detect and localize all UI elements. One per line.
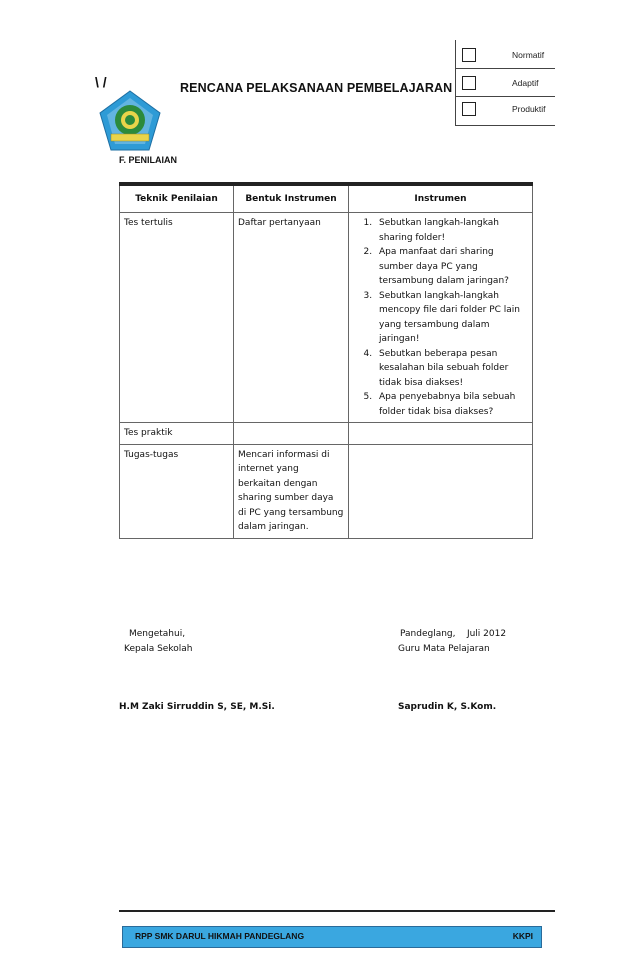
cell-bentuk: Mencari informasi di internet yang berkaitan dengan sharing sumber daya di PC yang tersambung dalam jaringan. xyxy=(234,444,349,538)
cell-bentuk: Daftar pertanyaan xyxy=(234,213,349,423)
list-item: 3. Sebutkan langkah-langkah mencopy file dari folder PC lain yang tersambung dalam jaringan! xyxy=(375,289,528,347)
list-item: 2. Apa manfaat dari sharing sumber daya PC yang tersambung dalam jaringan? xyxy=(375,245,528,289)
cell-instrumen xyxy=(349,444,533,538)
list-item: 5. Apa penyebabnya bila sebuah folder tidak bisa diakses? xyxy=(375,390,528,419)
cell-teknik: Tugas-tugas xyxy=(120,444,234,538)
column-header-teknik: Teknik Penilaian xyxy=(120,186,234,213)
table-row xyxy=(120,213,533,423)
sig-left-line1: Mengetahui, xyxy=(129,629,186,639)
corner-mark: \ / xyxy=(95,74,107,90)
footer-bar xyxy=(122,926,542,948)
header-rule xyxy=(455,125,555,126)
table-row xyxy=(120,423,533,445)
column-header-instrumen: Instrumen xyxy=(349,186,533,213)
cell-instrumen xyxy=(349,213,533,423)
list-item: 1. Sebutkan langkah-langkah sharing folder! xyxy=(375,216,528,245)
cell-teknik: Tes tertulis xyxy=(120,213,234,423)
list-item: 4. Sebutkan beberapa pesan kesalahan bila sebuah folder tidak bisa diakses! xyxy=(375,347,528,391)
footer-school: RPP SMK DARUL HIKMAH PANDEGLANG xyxy=(135,931,305,941)
cell-bentuk xyxy=(234,423,349,445)
sig-left-name: H.M Zaki Sirruddin S, SE, M.Si. xyxy=(119,702,275,712)
cell-teknik: Tes praktik xyxy=(120,423,234,445)
footer-rule xyxy=(119,910,555,912)
document-title: RENCANA PELAKSANAAN PEMBELAJARAN xyxy=(180,81,453,95)
checkbox-normatif[interactable] xyxy=(462,48,476,62)
header-rule xyxy=(455,96,555,97)
section-title: F. PENILAIAN xyxy=(119,155,178,165)
table-header-row xyxy=(120,186,533,213)
sig-right-line2: Guru Mata Pelajaran xyxy=(398,644,490,654)
checkbox-produktif[interactable] xyxy=(462,102,476,116)
checkbox-label-produktif: Produktif xyxy=(512,104,546,114)
question-list xyxy=(353,216,528,419)
column-header-bentuk: Bentuk Instrumen xyxy=(234,186,349,213)
header-rule xyxy=(455,68,555,69)
checkbox-adaptif[interactable] xyxy=(462,76,476,90)
sig-left-line2: Kepala Sekolah xyxy=(124,644,193,654)
header-divider xyxy=(455,40,456,126)
sig-right-line1: Pandeglang, Juli 2012 xyxy=(400,629,507,639)
checkbox-label-adaptif: Adaptif xyxy=(512,78,539,88)
checkbox-label-normatif: Normatif xyxy=(512,50,545,60)
school-logo-icon xyxy=(99,90,161,152)
cell-instrumen xyxy=(349,423,533,445)
sig-right-name: Saprudin K, S.Kom. xyxy=(398,702,497,712)
assessment-table xyxy=(119,186,533,539)
table-row xyxy=(120,444,533,538)
footer-subject: KKPI xyxy=(512,931,533,941)
